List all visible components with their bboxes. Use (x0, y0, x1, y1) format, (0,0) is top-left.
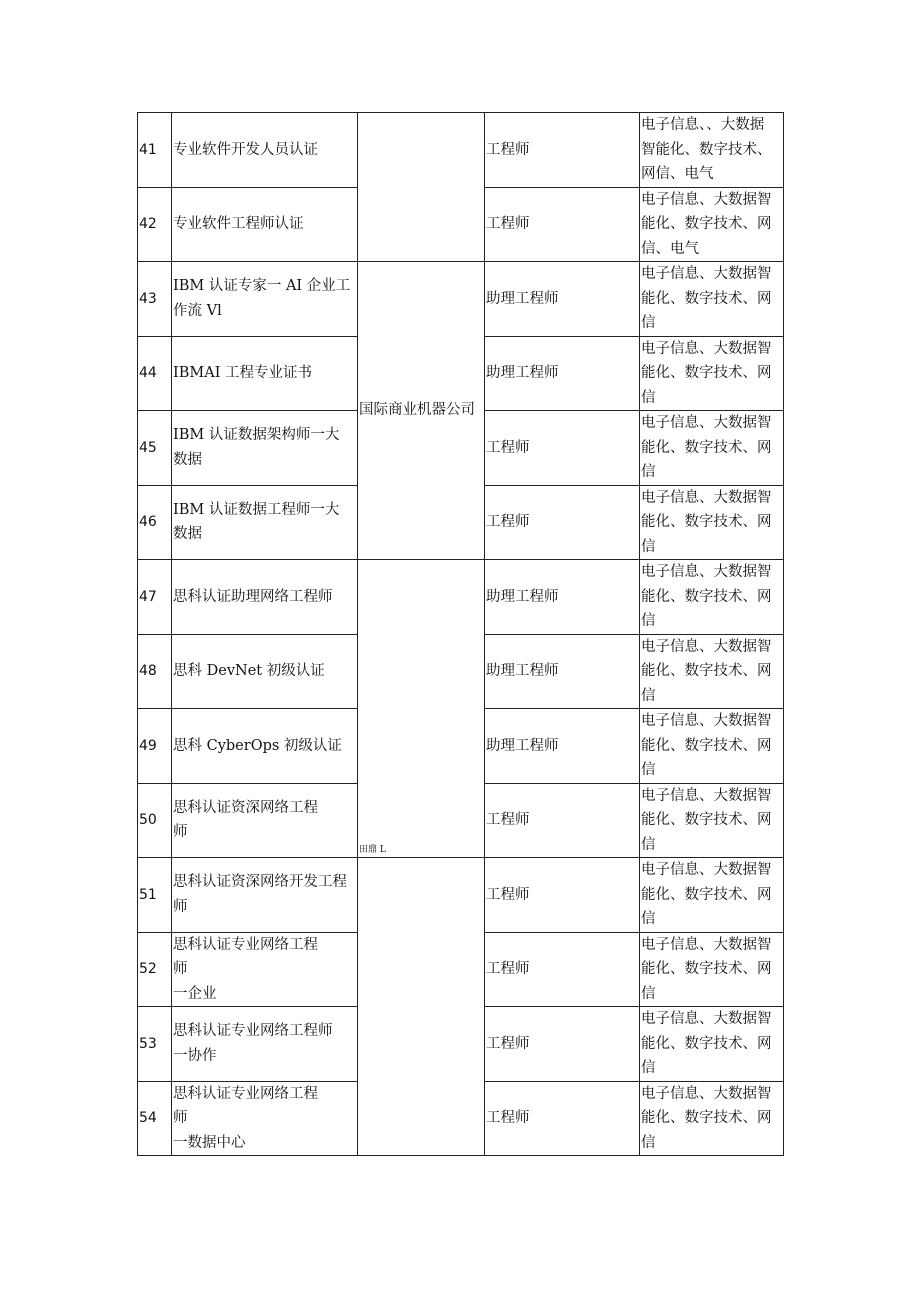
certificate-name: IBM 认证数据工程师一大 数据 (172, 485, 358, 560)
table-row (138, 262, 784, 337)
certificate-name: 专业软件开发人员认证 (172, 113, 358, 188)
certificate-name: 思科认证专业网络工程 师 一企业 (172, 932, 358, 1007)
row-number: 47 (138, 560, 172, 635)
applicable-field: 电子信息、大数据智 能化、数字技术、网 信 (640, 709, 784, 784)
title-level: 工程师 (485, 932, 640, 1007)
applicable-field: 电子信息、大数据智 能化、数字技术、网 信 (640, 336, 784, 411)
title-level: 助理工程师 (485, 336, 640, 411)
row-number: 54 (138, 1081, 172, 1156)
title-level: 工程师 (485, 113, 640, 188)
row-number: 51 (138, 858, 172, 933)
title-level: 工程师 (485, 485, 640, 560)
applicable-field: 电子信息、大数据智 能化、数字技术、网 信 (640, 634, 784, 709)
row-number: 48 (138, 634, 172, 709)
table-row (138, 858, 784, 933)
certificate-name: 思科认证资深网络开发工程 师 (172, 858, 358, 933)
issuing-organization: 田鼎 L (358, 560, 485, 858)
title-level: 助理工程师 (485, 634, 640, 709)
certificate-name: 思科认证专业网络工程师 一协作 (172, 1007, 358, 1082)
row-number: 46 (138, 485, 172, 560)
issuing-organization-cell (358, 113, 485, 262)
applicable-field: 电子信息、大数据智 能化、数字技术、网 信 (640, 485, 784, 560)
table-row (138, 113, 784, 188)
row-number: 52 (138, 932, 172, 1007)
applicable-field: 电子信息、、大数据 智能化、数字技术、 网信、电气 (640, 113, 784, 188)
certificate-name: 思科认证助理网络工程师 (172, 560, 358, 635)
certificate-name: 思科 DevNet 初级认证 (172, 634, 358, 709)
row-number: 42 (138, 187, 172, 262)
applicable-field: 电子信息、大数据智 能化、数字技术、网 信 (640, 858, 784, 933)
title-level: 助理工程师 (485, 262, 640, 337)
applicable-field: 电子信息、大数据智 能化、数字技术、网 信 (640, 560, 784, 635)
certificate-name: 思科认证资深网络工程 师 (172, 783, 358, 858)
row-number: 44 (138, 336, 172, 411)
certificate-name: IBMAI 工程专业证书 (172, 336, 358, 411)
title-level: 工程师 (485, 411, 640, 486)
certificate-name: IBM 认证专家一 AI 企业工 作流 Vl (172, 262, 358, 337)
applicable-field: 电子信息、大数据智 能化、数字技术、网 信 (640, 783, 784, 858)
certificate-name: IBM 认证数据架构师一大 数据 (172, 411, 358, 486)
applicable-field: 电子信息、大数据智 能化、数字技术、网 信 (640, 262, 784, 337)
title-level: 工程师 (485, 1081, 640, 1156)
applicable-field: 电子信息、大数据智 能化、数字技术、网 信 (640, 1007, 784, 1082)
row-number: 49 (138, 709, 172, 784)
issuing-organization: 国际商业机器公司 (358, 262, 485, 560)
issuing-organization-cell (358, 858, 485, 1156)
row-number: 41 (138, 113, 172, 188)
row-number: 45 (138, 411, 172, 486)
row-number: 53 (138, 1007, 172, 1082)
certificate-name: 思科认证专业网络工程 师 一数据中心 (172, 1081, 358, 1156)
row-number: 50 (138, 783, 172, 858)
applicable-field: 电子信息、大数据智 能化、数字技术、网 信 (640, 1081, 784, 1156)
title-level: 工程师 (485, 187, 640, 262)
applicable-field: 电子信息、大数据智 能化、数字技术、网 信 (640, 411, 784, 486)
table-row (138, 560, 784, 635)
title-level: 工程师 (485, 858, 640, 933)
certificate-name: 思科 CyberOps 初级认证 (172, 709, 358, 784)
title-level: 助理工程师 (485, 560, 640, 635)
title-level: 工程师 (485, 1007, 640, 1082)
applicable-field: 电子信息、大数据智 能化、数字技术、网 信、电气 (640, 187, 784, 262)
title-level: 助理工程师 (485, 709, 640, 784)
title-level: 工程师 (485, 783, 640, 858)
applicable-field: 电子信息、大数据智 能化、数字技术、网 信 (640, 932, 784, 1007)
certification-table (137, 112, 784, 1156)
row-number: 43 (138, 262, 172, 337)
certificate-name: 专业软件工程师认证 (172, 187, 358, 262)
